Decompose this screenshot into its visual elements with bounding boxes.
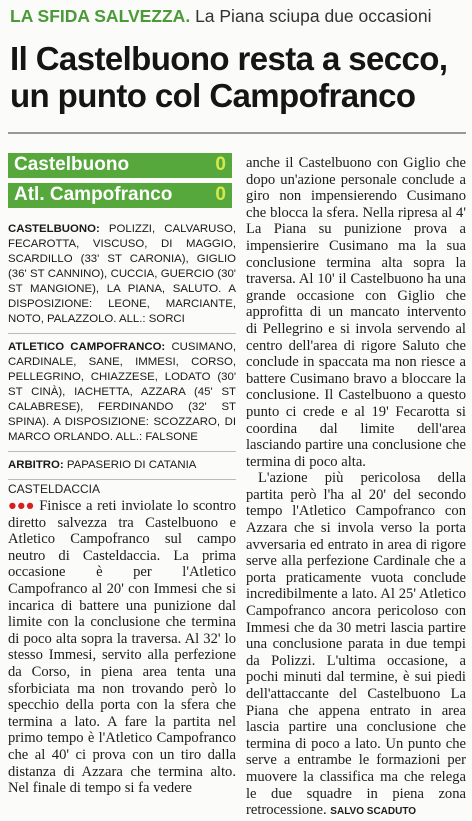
referee-label: ARBITRO: (8, 459, 64, 471)
article-body-left (8, 498, 236, 797)
byline: SALVO SCADUTO (330, 806, 417, 818)
scoreboard-row-away (8, 183, 232, 208)
article-body-right (246, 155, 466, 821)
lineup-label: ATLETICO CAMPOFRANCO: (8, 341, 166, 353)
lineup-text: CUSIMANO, CARDINALE, SANE, IMMESI, CORSO, PELLEGRINO, CHIAZZESE, LODATO (30' ST CINÀ), IACHETTA, AZZARA (45' ST CALABRESE), FERDINANDO (32' ST SPINA). A DISPOSIZIONE: SCOZZARO, DI MARCO ORLANDO. ALL.: FALSONE (8, 341, 236, 443)
bullet-marker: ●●● (8, 498, 35, 514)
lineup-away (8, 340, 236, 452)
divider (8, 132, 466, 134)
team-name: Castelbuono (14, 154, 130, 175)
article-text: L'azione più pericolosa della partita però l'ha al 20' del secondo tempo l'Atletico Campofranco con Azzara che si invola verso la porta avversaria ed entrato in area di rigore serve alla perfezione Cardinale che a porta praticamente vuota conclude incredibilmente a lato. Al 25' Atletico Campofranco ancora pericoloso con Immesi che da 30 metri lascia partire una conclusione parata in due tempi da Polizzi. L'ultima occasione, a pochi minuti dal termine, è sui piedi dell'attaccante del Castelbuono La Piana che appena entrato in area lascia partire una conclusione che termina di poco a lato. Un punto che serve a entrambe le formazioni per muovere la classifica ma che relega le due squadre in piena zona retrocessione. (246, 470, 466, 819)
kicker-summary: La Piana sciupa due occasioni (195, 6, 432, 26)
team-goals: 0 (215, 154, 226, 175)
kicker (10, 6, 466, 30)
lineup-label: CASTELBUONO: (8, 223, 100, 235)
scoreboard-row-home (8, 153, 232, 178)
lineup-text: POLIZZI, CALVARUSO, FECAROTTA, VISCUSO, DI MAGGIO, SCARDILLO (33' ST CARONIA), GIGLIO (36' ST CANNINO), CUCCIA, GUERCIO (30' ST MANGIONE), LA PIANA, SALUTO. A DISPOSIZIONE: LEONE, MARCIANTE, NOTO, PALAZZOLO. ALL.: SORCI (8, 223, 237, 325)
team-goals: 0 (215, 184, 226, 205)
dateline: CASTELDACCIA (8, 482, 101, 496)
referee (8, 458, 236, 480)
headline: Il Castelbuono resta a secco, un punto col Campofranco (10, 40, 448, 114)
article-paragraph (246, 470, 466, 820)
article-text-left: Finisce a reti inviolate lo scontro diretto salvezza tra Castelbuono e Atletico Campofranco sul campo neutro di Casteldaccia. La prima occasione è per l'Atletico Campofranco al 20' con Immesi che si incarica di battere una punizione dal limite con la conclusione che termina di poco alta sopra la traversa. Al 32' lo stesso Immesi, servito alla perfezione da Corso, in piena area tenta una sforbiciata ma non trovando però lo specchio della porta con la sfera che termina a lato. A fare la partita nel primo tempo è l'Atletico Campofranco che al 40' ci prova con un tiro dalla distanza di Azzara che termina alto. Nel finale di tempo si fa vedere (8, 498, 236, 797)
lineup-home (8, 222, 236, 334)
referee-text: PAPASERIO DI CATANIA (66, 459, 197, 471)
lineups-box (8, 222, 236, 486)
team-name: Atl. Campofranco (14, 184, 173, 205)
article-paragraph: anche il Castelbuono con Giglio che dopo un'azione personale conclude a giro non impensierendo Cusimano che blocca la sfera. Nella ripresa al 4' La Piana su punizione prova a impensierire Cusimano ma la sua conclusione termina alta sopra la traversa. Al 10' il Castelbuono ha una grande occasione con Giglio che approfitta di un mancato intervento di Pellegrino e si invola servendo al centro dell'area di rigore Saluto che conclude in spaccata ma non riesce a battere Cusimano bravo a bloccare la conclusione. Il Castelbuono a questo punto ci crede e al 19' Fecarotta si coordina dal limite dell'area lasciando partire una conclusione che termina di poco alta. (246, 155, 466, 470)
kicker-section: LA SFIDA SALVEZZA. (10, 6, 191, 26)
